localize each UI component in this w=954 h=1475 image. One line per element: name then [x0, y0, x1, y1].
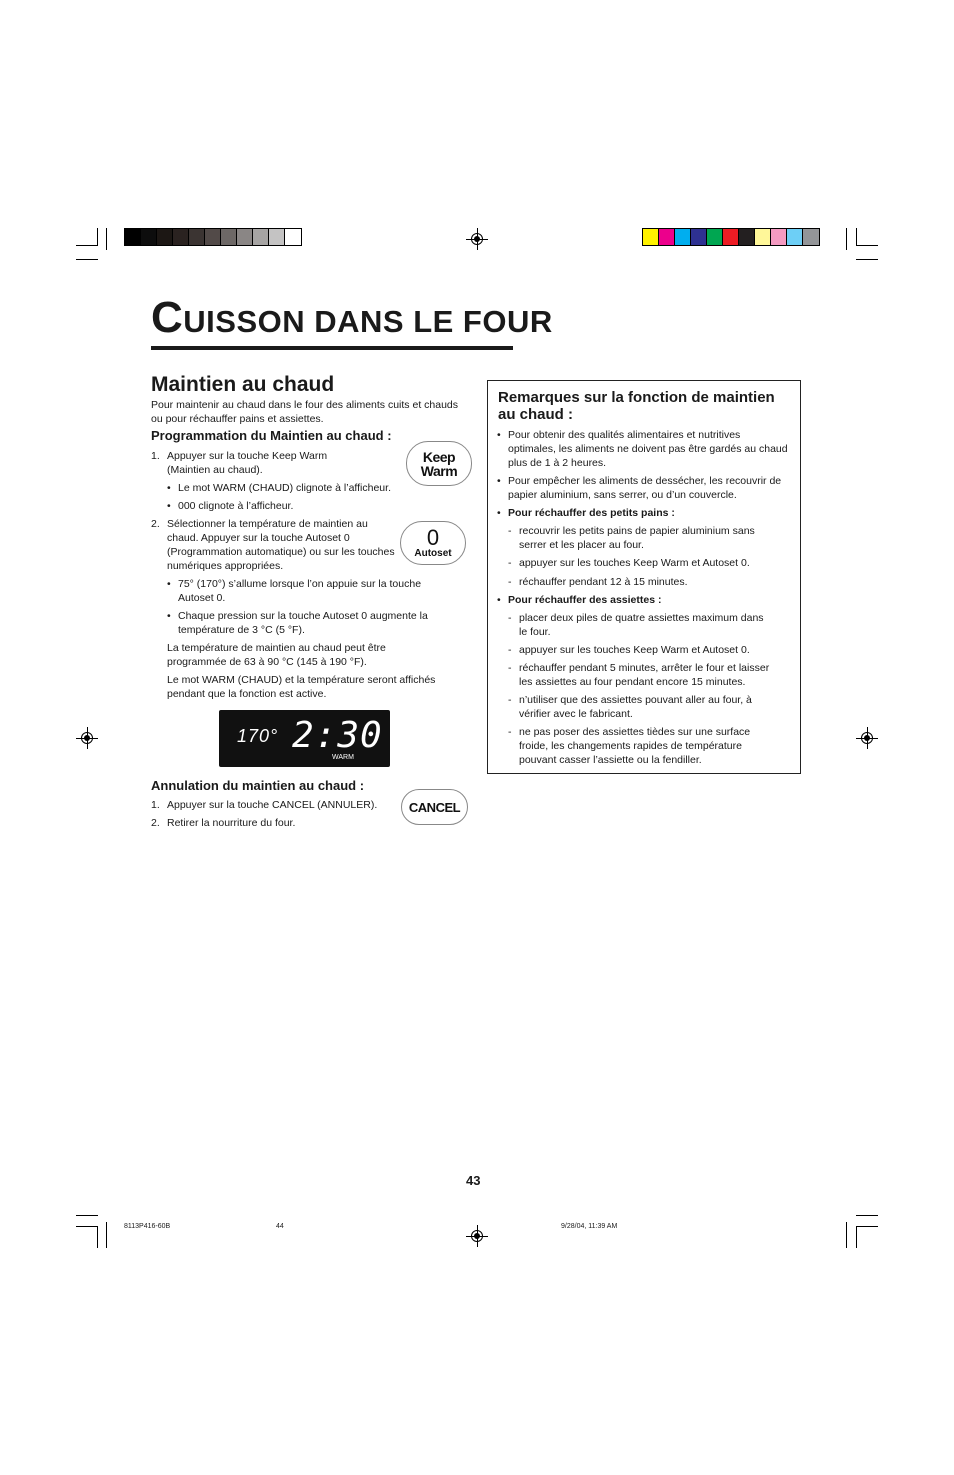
bullet: •	[167, 482, 171, 494]
registration-mark-top	[470, 232, 484, 246]
notes-plates-item: appuyer sur les touches Keep Warm et Autoset 0.	[519, 644, 750, 656]
notes-rolls-heading: Pour réchauffer des petits pains :	[508, 507, 675, 519]
notes-plates-heading: Pour réchauffer des assiettes :	[508, 594, 662, 606]
bullet: •	[167, 578, 171, 590]
gray-swatch	[125, 229, 141, 245]
step-number: 1.	[151, 799, 160, 811]
autoset-key[interactable]	[400, 521, 466, 565]
gray-swatch	[205, 229, 221, 245]
notes-heading: Remarques sur la fonction de maintien au chaud :	[498, 389, 775, 423]
display-time: 2:30	[292, 715, 383, 756]
active-display-note: Le mot WARM (CHAUD) et la température seront affichés pendant que la fonction est active.	[167, 674, 436, 700]
section-title: Maintien au chaud	[151, 373, 335, 396]
color-swatch	[755, 229, 771, 245]
gray-swatch	[173, 229, 189, 245]
dash: -	[508, 557, 512, 569]
notes-bullet-2: Pour empêcher les aliments de dessécher, les recouvrir de papier aluminium, sans serrer, ou d’un couvercle.	[508, 475, 782, 501]
color-calibration-bar	[642, 228, 820, 246]
programming-step-2-bullet: Chaque pression sur la touche Autoset 0 augmente la température de 3 °C (5 °F).	[178, 610, 428, 636]
display-warm-indicator: WARM	[332, 754, 354, 761]
bullet: •	[497, 475, 501, 487]
programming-step-1-bullet: 000 clignote à l’afficheur.	[178, 500, 294, 512]
programming-step-1: Appuyer sur la touche Keep Warm (Maintien au chaud).	[167, 450, 328, 476]
page-title-initial: C	[151, 293, 184, 342]
gray-swatch	[221, 229, 237, 245]
step-number: 1.	[151, 450, 160, 462]
color-swatch	[723, 229, 739, 245]
gray-swatch	[157, 229, 173, 245]
gray-swatch	[269, 229, 285, 245]
bullet: •	[497, 429, 501, 441]
registration-mark-bottom	[470, 1229, 484, 1243]
print-job-code: 8113P416-60B	[124, 1223, 171, 1230]
oven-display	[219, 710, 390, 767]
temperature-range-note: La température de maintien au chaud peut être programmée de 63 à 90 °C (145 à 190 °F).	[167, 642, 386, 668]
color-swatch	[659, 229, 675, 245]
bullet: •	[167, 500, 171, 512]
page-number: 43	[466, 1173, 481, 1188]
cancel-key[interactable]	[401, 789, 468, 825]
color-swatch	[707, 229, 723, 245]
page-title-rest: UISSON DANS LE FOUR	[183, 304, 553, 339]
dash: -	[508, 525, 512, 537]
notes-rolls-item: appuyer sur les touches Keep Warm et Autoset 0.	[519, 557, 750, 569]
dash: -	[508, 644, 512, 656]
notes-rolls-item: recouvrir les petits pains de papier aluminium sans serrer et les placer au four.	[519, 525, 755, 551]
step-number: 2.	[151, 817, 160, 829]
autoset-key-label: Autoset	[414, 547, 452, 559]
programming-step-2: Sélectionner la température de maintien au chaud. Appuyer sur la touche Autoset 0 (Programmation automatique) ou sur les touches numériques appropriées.	[167, 518, 395, 572]
grayscale-calibration-bar	[124, 228, 302, 246]
keep-warm-key[interactable]	[406, 441, 472, 486]
notes-box	[487, 380, 801, 774]
cancel-heading: Annulation du maintien au chaud :	[151, 778, 365, 793]
section-intro: Pour maintenir au chaud dans le four des aliments cuits et chauds ou pour réchauffer pains et assiettes.	[151, 399, 459, 425]
dash: -	[508, 576, 512, 588]
gray-swatch	[285, 229, 301, 245]
color-swatch	[771, 229, 787, 245]
cancel-step-2: Retirer la nourriture du four.	[167, 817, 296, 829]
gray-swatch	[237, 229, 253, 245]
notes-rolls-item: réchauffer pendant 12 à 15 minutes.	[519, 576, 688, 588]
color-swatch	[675, 229, 691, 245]
notes-plates-item: réchauffer pendant 5 minutes, arrêter le four et laisser les assiettes au four pendant encore 15 minutes.	[519, 662, 770, 688]
color-swatch	[643, 229, 659, 245]
keep-warm-key-line2: Warm	[420, 462, 458, 479]
gray-swatch	[253, 229, 269, 245]
registration-mark-right	[860, 731, 874, 745]
dash: -	[508, 662, 512, 674]
registration-mark-left	[80, 731, 94, 745]
notes-plates-item: ne pas poser des assiettes tièdes sur une surface froide, les changements rapides de température pouvant casser l’assiette ou la fendiller.	[519, 726, 751, 766]
programming-step-1-bullet: Le mot WARM (CHAUD) clignote à l’afficheur.	[178, 482, 391, 494]
color-swatch	[803, 229, 819, 245]
bullet: •	[497, 507, 501, 519]
color-swatch	[787, 229, 803, 245]
dash: -	[508, 694, 512, 706]
gray-swatch	[189, 229, 205, 245]
cancel-step-1: Appuyer sur la touche CANCEL (ANNULER).	[167, 799, 378, 811]
color-swatch	[691, 229, 707, 245]
programming-step-2-bullet: 75° (170°) s’allume lorsque l’on appuie sur la touche Autoset 0.	[178, 578, 422, 604]
gray-swatch	[141, 229, 157, 245]
dash: -	[508, 612, 512, 624]
color-swatch	[739, 229, 755, 245]
keep-warm-key-line1: Keep	[422, 448, 456, 465]
programming-heading: Programmation du Maintien au chaud :	[151, 428, 392, 443]
autoset-key-digit: 0	[426, 524, 440, 550]
display-temperature: 170°	[237, 726, 279, 746]
bullet: •	[167, 610, 171, 622]
step-number: 2.	[151, 518, 160, 530]
print-sheet-number: 44	[276, 1223, 284, 1230]
print-date: 9/28/04, 11:39 AM	[561, 1223, 618, 1230]
notes-plates-item: n’utiliser que des assiettes pouvant aller au four, à vérifier avec le fabricant.	[519, 694, 752, 720]
cancel-key-label: CANCEL	[408, 799, 461, 815]
dash: -	[508, 726, 512, 738]
page-title	[151, 293, 553, 350]
notes-plates-item: placer deux piles de quatre assiettes maximum dans le four.	[519, 612, 764, 638]
notes-bullet-1: Pour obtenir des qualités alimentaires et nutritives optimales, les aliments ne doivent pas être gardés au chaud plus de 1 à 2 heures.	[508, 429, 788, 469]
bullet: •	[497, 594, 501, 606]
